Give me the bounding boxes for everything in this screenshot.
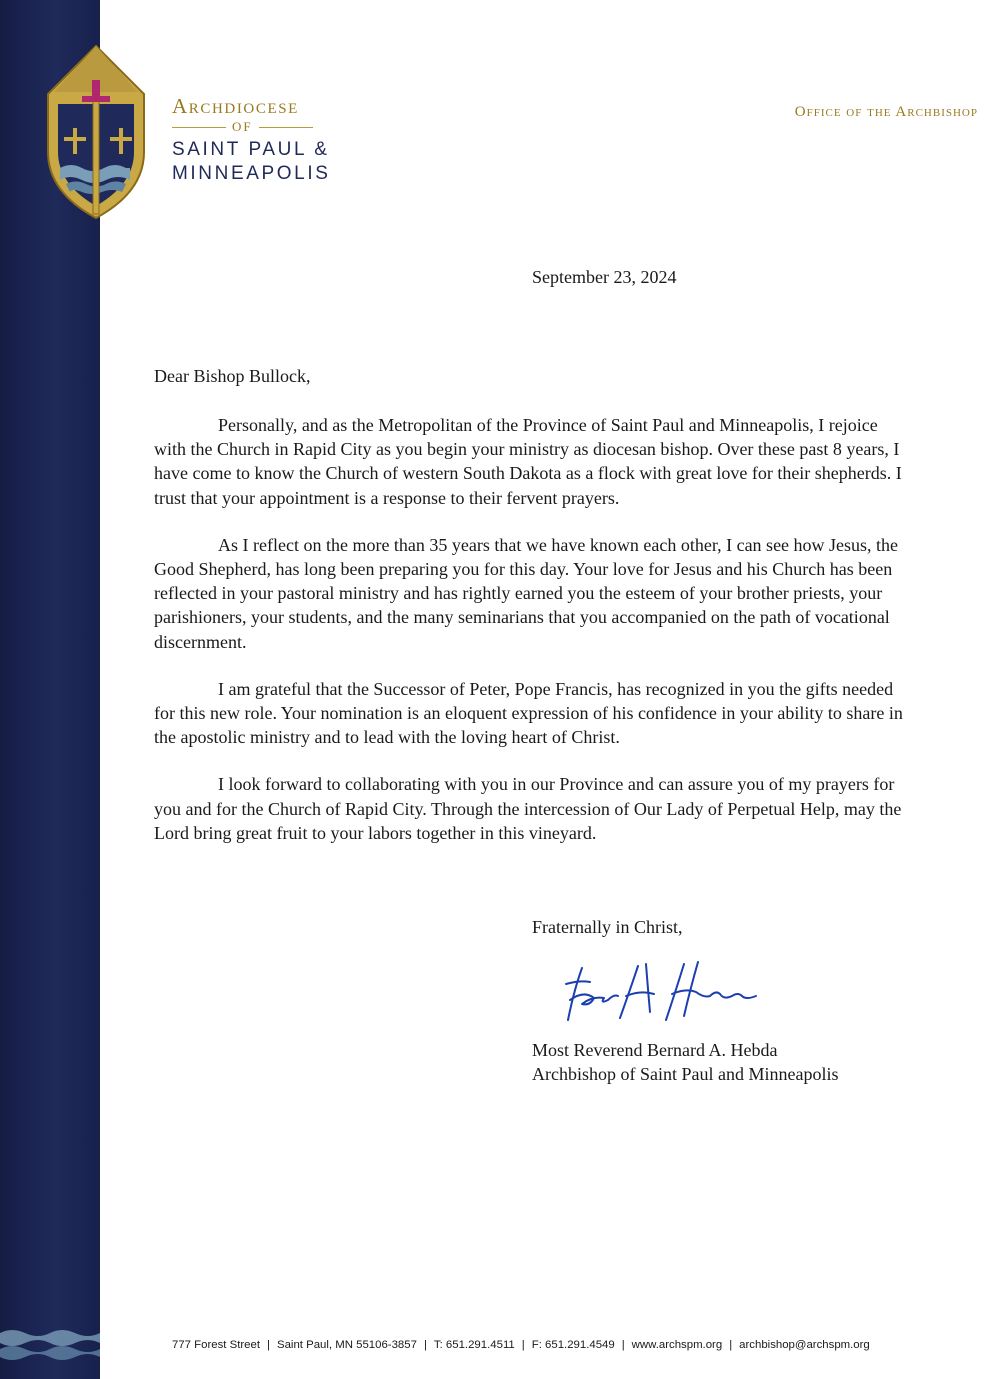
wordmark-rule-right [259,127,313,128]
footer-separator: | [729,1339,733,1351]
letter-paragraph: As I reflect on the more than 35 years that we have known each other, I can see how Jesus, the Good Shepherd, has long been preparing you for this day. Your love for Jesus and his Church has been reflected in your pastoral ministry and has rightly earned you the esteem of your brother priests, your parishioners, your students, and the many seminarians that you accompanied on the path of vocational discernment. [154,534,899,652]
wordmark-of-row [172,118,372,136]
footer-fax: F: 651.291.4549 [531,1339,615,1351]
archdiocese-wordmark [172,92,372,186]
office-of-the-archbishop: Office of the Archbishop [794,104,978,120]
footer-city: Saint Paul, MN 55106-3857 [276,1339,417,1351]
letter-date: September 23, 2024 [532,267,677,287]
footer-website: www.archspm.org [631,1339,723,1351]
letter-salutation: Dear Bishop Bullock, [154,366,311,386]
letterhead-footer [172,1339,982,1351]
signer-title: Archbishop of Saint Paul and Minneapolis [532,1064,839,1084]
footer-separator: | [621,1339,625,1351]
signer-block [532,1038,838,1086]
wordmark-rule-left [172,127,226,128]
letter-paragraph: I look forward to collaborating with you in our Province and can assure you of my prayers for you and for the Church of Rapid City. Through the intercession of Our Lady of Perpetual Help, may the Lord bring great fruit to your labors together in this vineyard. [154,774,902,843]
footer-email: archbishop@archspm.org [739,1339,870,1351]
letter-paragraph: I am grateful that the Successor of Peter, Pope Francis, has recognized in you the gifts needed for this new role. Your nomination is an eloquent expression of his confidence in your ability to share in the apostolic ministry and to lead with the loving heart of Christ. [154,678,903,748]
archdiocese-crest-logo [26,42,166,222]
wordmark-minneapolis: MINNEAPOLIS [172,163,331,184]
footer-separator: | [267,1339,270,1351]
signer-name: Most Reverend Bernard A. Hebda [532,1040,778,1060]
footer-separator: | [521,1339,525,1351]
footer-phone: T: 651.291.4511 [433,1339,515,1351]
wordmark-saint-paul: SAINT PAUL & [172,139,330,160]
handwritten-signature [560,960,770,1024]
wordmark-of: OF [232,119,253,134]
letter-closing: Fraternally in Christ, [532,917,683,937]
footer-address: 777 Forest Street [172,1339,261,1351]
wordmark-archdiocese: Archdiocese [172,94,299,118]
letter-paragraph: Personally, and as the Metropolitan of the Province of Saint Paul and Minneapolis, I rejoice with the Church in Rapid City as you begin your ministry as diocesan bishop. Over these past 8 years, I have come to know the Church of western South Dakota as a flock with great love for their shepherds. I trust that your appointment is a response to their fervent prayers. [154,415,902,508]
letter-body [154,413,914,868]
wave-pattern [0,1319,100,1379]
footer-separator: | [423,1339,427,1351]
